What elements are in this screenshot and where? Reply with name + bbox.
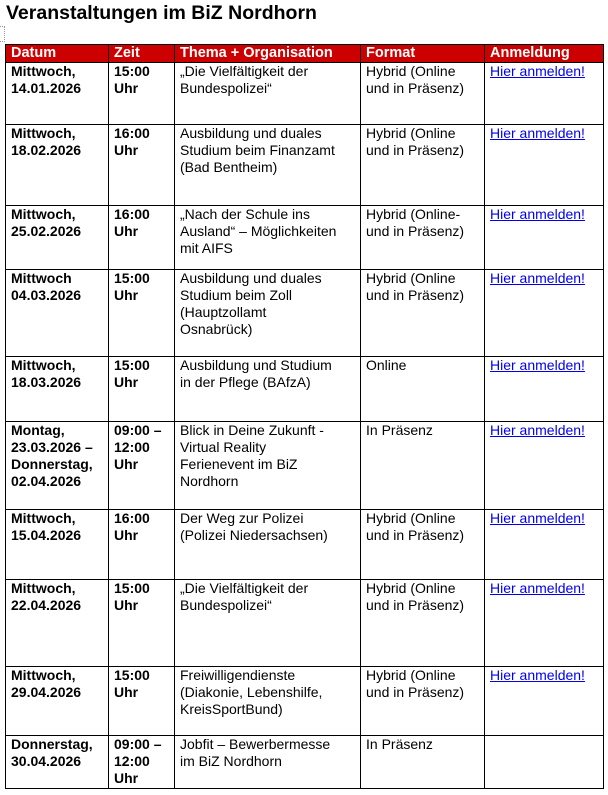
- events-table: [5, 44, 604, 789]
- event-topic-line: „Die Vielfältigkeit der: [180, 580, 309, 596]
- event-format-line: In Präsenz: [366, 736, 433, 752]
- event-topic-line: mit AIFS: [180, 240, 233, 256]
- event-date: [6, 206, 109, 270]
- event-date-line: 22.04.2026: [11, 597, 82, 613]
- event-topic-line: (Diakonie, Lebenshilfe,: [180, 684, 323, 700]
- event-format-line: Hybrid (Online: [366, 510, 456, 526]
- event-registration: [485, 63, 604, 125]
- event-format: [361, 63, 485, 125]
- event-date: [6, 125, 109, 206]
- event-format-line: und in Präsenz): [366, 142, 465, 158]
- event-time-line: 16:00: [114, 510, 150, 526]
- event-time: [109, 63, 175, 125]
- table-row: [6, 736, 604, 789]
- event-date: [6, 422, 109, 510]
- event-topic-line: Bundespolizei“: [180, 80, 272, 96]
- event-time-line: Uhr: [114, 142, 139, 158]
- event-format: [361, 510, 485, 580]
- event-topic-line: Bundespolizei“: [180, 597, 272, 613]
- event-format: [361, 357, 485, 422]
- event-topic-line: „Nach der Schule ins: [180, 206, 310, 222]
- event-date: [6, 667, 109, 736]
- event-time-line: 15:00: [114, 667, 150, 683]
- event-format-line: Hybrid (Online: [366, 63, 456, 79]
- event-date-line: 18.03.2026: [11, 374, 82, 390]
- event-time-line: 12:00: [114, 439, 150, 455]
- event-format: [361, 667, 485, 736]
- register-link[interactable]: Hier anmelden!: [490, 580, 585, 596]
- table-row: [6, 206, 604, 270]
- table-row: [6, 580, 604, 667]
- event-registration: [485, 270, 604, 357]
- event-time: [109, 206, 175, 270]
- table-row: [6, 270, 604, 357]
- event-date-line: 15.04.2026: [11, 527, 82, 543]
- event-topic-line: in der Pflege (BAfzA): [180, 374, 311, 390]
- event-topic-line: Ausbildung und duales: [180, 125, 322, 141]
- event-time-line: 15:00: [114, 63, 150, 79]
- event-topic: [175, 422, 361, 510]
- event-format-line: und in Präsenz): [366, 527, 465, 543]
- event-topic-line: Nordhorn: [180, 473, 239, 489]
- event-topic-line: Ausland“ – Möglichkeiten: [180, 223, 337, 239]
- event-time: [109, 270, 175, 357]
- event-date-line: 14.01.2026: [11, 80, 82, 96]
- event-date-line: 18.02.2026: [11, 142, 82, 158]
- event-topic-line: im BiZ Nordhorn: [180, 753, 282, 769]
- event-format: [361, 206, 485, 270]
- event-registration: [485, 736, 604, 789]
- event-date-line: 02.04.2026: [11, 473, 82, 489]
- header-row: [6, 45, 604, 63]
- event-time: [109, 125, 175, 206]
- table-row: [6, 63, 604, 125]
- event-registration: [485, 510, 604, 580]
- event-time: [109, 667, 175, 736]
- event-registration: [485, 206, 604, 270]
- event-format-line: Hybrid (Online: [366, 270, 456, 286]
- page-title: Veranstaltungen im BiZ Nordhorn: [6, 2, 317, 24]
- event-date-line: 25.02.2026: [11, 223, 82, 239]
- event-format: [361, 422, 485, 510]
- header-datum: Datum: [6, 45, 109, 63]
- register-link[interactable]: Hier anmelden!: [490, 63, 585, 79]
- event-format-line: und in Präsenz): [366, 223, 465, 239]
- event-topic: [175, 206, 361, 270]
- event-topic-line: (Bad Bentheim): [180, 159, 278, 175]
- event-topic-line: Freiwilligendienste: [180, 667, 296, 683]
- header-zeit: Zeit: [109, 45, 175, 63]
- event-date-line: Mittwoch,: [11, 510, 76, 526]
- event-time-line: Uhr: [114, 684, 139, 700]
- event-date-line: 23.03.2026 –: [11, 439, 93, 455]
- event-date: [6, 510, 109, 580]
- event-format-line: Hybrid (Online: [366, 667, 456, 683]
- event-topic: [175, 270, 361, 357]
- event-date-line: 29.04.2026: [11, 684, 82, 700]
- event-time-line: 09:00 –: [114, 736, 162, 752]
- event-date: [6, 736, 109, 789]
- event-time-line: Uhr: [114, 527, 139, 543]
- event-registration: [485, 125, 604, 206]
- table-row: [6, 667, 604, 736]
- event-time-line: Uhr: [114, 456, 139, 472]
- table-row: [6, 125, 604, 206]
- event-topic-line: Virtual Reality: [180, 439, 267, 455]
- event-time: [109, 580, 175, 667]
- paragraph-anchor-mark: [0, 26, 5, 42]
- register-link[interactable]: Hier anmelden!: [490, 270, 585, 286]
- event-format-line: Hybrid (Online: [366, 580, 456, 596]
- register-link[interactable]: Hier anmelden!: [490, 510, 585, 526]
- event-date: [6, 270, 109, 357]
- event-time-line: Uhr: [114, 80, 139, 96]
- event-topic: [175, 510, 361, 580]
- register-link[interactable]: Hier anmelden!: [490, 422, 585, 438]
- event-topic-line: (Hauptzollamt: [180, 304, 267, 320]
- event-time-line: 15:00: [114, 357, 150, 373]
- event-topic-line: (Polizei Niedersachsen): [180, 527, 328, 543]
- event-format: [361, 580, 485, 667]
- event-topic: [175, 736, 361, 789]
- event-format-line: und in Präsenz): [366, 597, 465, 613]
- event-time-line: Uhr: [114, 223, 139, 239]
- event-time-line: Uhr: [114, 770, 139, 786]
- event-format-line: Online: [366, 357, 407, 373]
- event-topic-line: Blick in Deine Zukunft -: [180, 422, 324, 438]
- header-anmeldung: Anmeldung: [485, 45, 604, 63]
- event-date-line: Mittwoch,: [11, 125, 76, 141]
- event-topic-line: Ferienevent im BiZ: [180, 456, 298, 472]
- event-date-line: Mittwoch,: [11, 63, 76, 79]
- event-topic: [175, 125, 361, 206]
- event-format: [361, 125, 485, 206]
- event-format: [361, 270, 485, 357]
- event-time: [109, 422, 175, 510]
- event-time-line: 15:00: [114, 580, 150, 596]
- event-time: [109, 736, 175, 789]
- event-time: [109, 510, 175, 580]
- event-format: [361, 736, 485, 789]
- register-link[interactable]: Hier anmelden!: [490, 125, 585, 141]
- event-format-line: und in Präsenz): [366, 80, 465, 96]
- event-format-line: In Präsenz: [366, 422, 433, 438]
- event-topic-line: KreisSportBund): [180, 701, 283, 717]
- event-date-line: Donnerstag,: [11, 736, 93, 752]
- event-registration: [485, 667, 604, 736]
- event-topic: [175, 63, 361, 125]
- event-date-line: Mittwoch,: [11, 206, 76, 222]
- event-topic-line: Osnabrück): [180, 321, 253, 337]
- header-thema: Thema + Organisation: [175, 45, 361, 63]
- event-date-line: 04.03.2026: [11, 287, 82, 303]
- event-date: [6, 580, 109, 667]
- event-time-line: 09:00 –: [114, 422, 162, 438]
- event-topic-line: Ausbildung und Studium: [180, 357, 332, 373]
- event-topic: [175, 667, 361, 736]
- event-date-line: Donnerstag,: [11, 456, 93, 472]
- event-time-line: 15:00: [114, 270, 150, 286]
- event-format-line: Hybrid (Online: [366, 125, 456, 141]
- event-date-line: 30.04.2026: [11, 753, 82, 769]
- event-date-line: Montag,: [11, 422, 65, 438]
- event-time-line: 16:00: [114, 125, 150, 141]
- event-time-line: Uhr: [114, 374, 139, 390]
- event-registration: [485, 357, 604, 422]
- event-format-line: und in Präsenz): [366, 684, 465, 700]
- header-format: Format: [361, 45, 485, 63]
- event-time-line: 12:00: [114, 753, 150, 769]
- event-registration: [485, 580, 604, 667]
- register-link[interactable]: Hier anmelden!: [490, 667, 585, 683]
- event-date-line: Mittwoch,: [11, 357, 76, 373]
- event-topic-line: Studium beim Finanzamt: [180, 142, 335, 158]
- event-time: [109, 357, 175, 422]
- event-topic-line: Ausbildung und duales: [180, 270, 322, 286]
- event-topic-line: Studium beim Zoll: [180, 287, 293, 303]
- event-date-line: Mittwoch,: [11, 667, 76, 683]
- table-row: [6, 357, 604, 422]
- event-format-line: Hybrid (Online-: [366, 206, 461, 222]
- event-time-line: Uhr: [114, 287, 139, 303]
- event-time-line: Uhr: [114, 597, 139, 613]
- event-topic-line: „Die Vielfältigkeit der: [180, 63, 309, 79]
- event-topic-line: Jobfit – Bewerbermesse: [180, 736, 331, 752]
- event-topic: [175, 357, 361, 422]
- event-date-line: Mittwoch: [11, 270, 72, 286]
- register-link[interactable]: Hier anmelden!: [490, 206, 585, 222]
- event-format-line: und in Präsenz): [366, 287, 465, 303]
- event-date: [6, 357, 109, 422]
- event-topic-line: Der Weg zur Polizei: [180, 510, 304, 526]
- event-rows: [6, 63, 604, 789]
- event-topic: [175, 580, 361, 667]
- table-row: [6, 510, 604, 580]
- event-date: [6, 63, 109, 125]
- event-registration: [485, 422, 604, 510]
- table-row: [6, 422, 604, 510]
- event-date-line: Mittwoch,: [11, 580, 76, 596]
- register-link[interactable]: Hier anmelden!: [490, 357, 585, 373]
- event-time-line: 16:00: [114, 206, 150, 222]
